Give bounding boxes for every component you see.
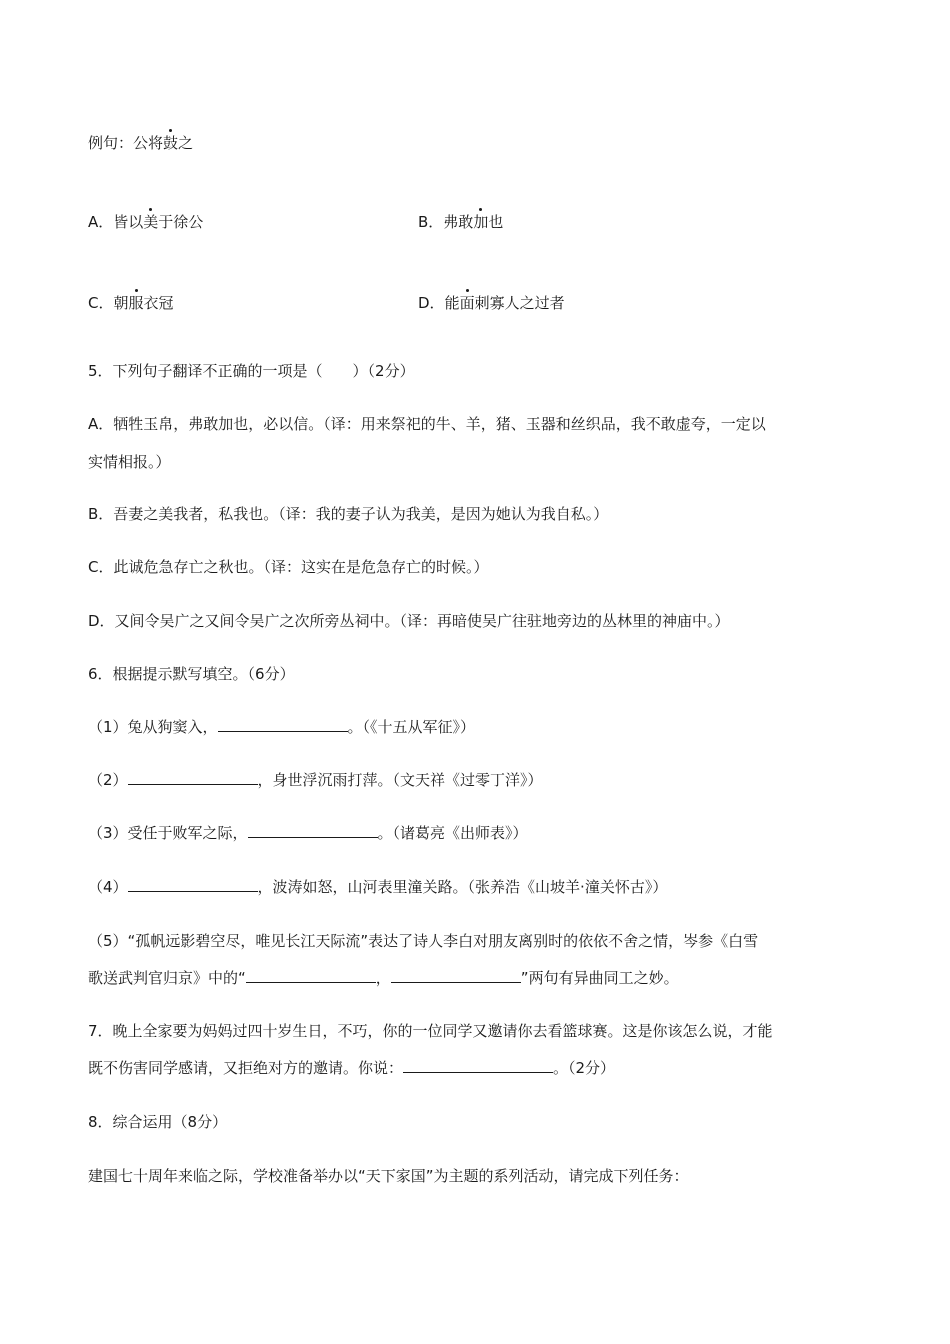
q8-title: 8．综合运用（8分） — [88, 1113, 228, 1131]
fill-blank[interactable] — [218, 717, 348, 732]
q5-option-c: C．此诚危急存亡之秋也。（译：这实在是危急存亡的时候。） — [88, 558, 489, 576]
q6-item-3: （3）受任于败军之际， 。（诸葛亮《出师表》） — [88, 824, 528, 842]
q6-item-5-line1: （5）“孤帆远影碧空尽，唯见长江天际流”表达了诗人李白对朋友离别时的依依不舍之情，岑参《白雪 — [88, 932, 759, 950]
q5-option-d: D．又间令吴广之又间令吴广之次所旁丛祠中。（译：再暗使吴广往驻地旁边的丛林里的神庙中。） — [88, 612, 730, 630]
fill-blank[interactable] — [391, 968, 521, 983]
q5-option-a-line1: A．牺牲玉帛，弗敢加也，必以信。（译：用来祭祀的牛、羊，猪、玉器和丝织品，我不敢虚夸，一定以 — [88, 415, 766, 433]
q6-item-4: （4） ，波涛如怒，山河表里潼关路。（张养浩《山坡羊·潼关怀古》） — [88, 878, 668, 896]
emphasis-char: 加 — [473, 213, 489, 231]
q4-option-c: C．朝服衣冠 — [88, 294, 174, 312]
emphasis-char: 面 — [459, 294, 475, 312]
fill-blank[interactable] — [248, 823, 378, 838]
fill-blank[interactable] — [128, 877, 258, 892]
q8-intro: 建国七十周年来临之际，学校准备举办以“天下家国”为主题的系列活动，请完成下列任务： — [88, 1167, 689, 1185]
fill-blank[interactable] — [128, 770, 258, 785]
q5-title: 5．下列句子翻译不正确的一项是（ ）（2分） — [88, 362, 415, 380]
q5-option-a-line2: 实情相报。） — [88, 453, 171, 471]
q6-title: 6．根据提示默写填空。（6分） — [88, 665, 295, 683]
q5-option-b: B．吾妻之美我者，私我也。（译：我的妻子认为我美，是因为她认为我自私。） — [88, 505, 609, 523]
fill-blank[interactable] — [403, 1058, 553, 1073]
q4-option-b: B．弗敢加也 — [418, 213, 504, 231]
q6-item-1: （1）兔从狗窦入， 。（《十五从军征》） — [88, 718, 476, 736]
emphasis-char: 鼓 — [163, 134, 179, 152]
q6-item-5-line2: 歌送武判官归京》中的“ ， ”两句有异曲同工之妙。 — [88, 969, 679, 987]
q6-item-2: （2） ，身世浮沉雨打萍。（文天祥《过零丁洋》） — [88, 771, 543, 789]
q4-option-d: D．能面刺寡人之过者 — [418, 294, 565, 312]
emphasis-char: 美 — [143, 213, 159, 231]
emphasis-char: 服 — [128, 294, 144, 312]
fill-blank[interactable] — [246, 968, 376, 983]
q7-line1: 7．晚上全家要为妈妈过四十岁生日，不巧，你的一位同学又邀请你去看篮球赛。这是你该怎么说，才能 — [88, 1022, 773, 1040]
q7-line2: 既不伤害同学感请，又拒绝对方的邀请。你说： 。（2分） — [88, 1059, 616, 1077]
q4-option-a: A．皆以美于徐公 — [88, 213, 204, 231]
q4-example-sentence: 例句：公将鼓之 — [88, 134, 194, 152]
